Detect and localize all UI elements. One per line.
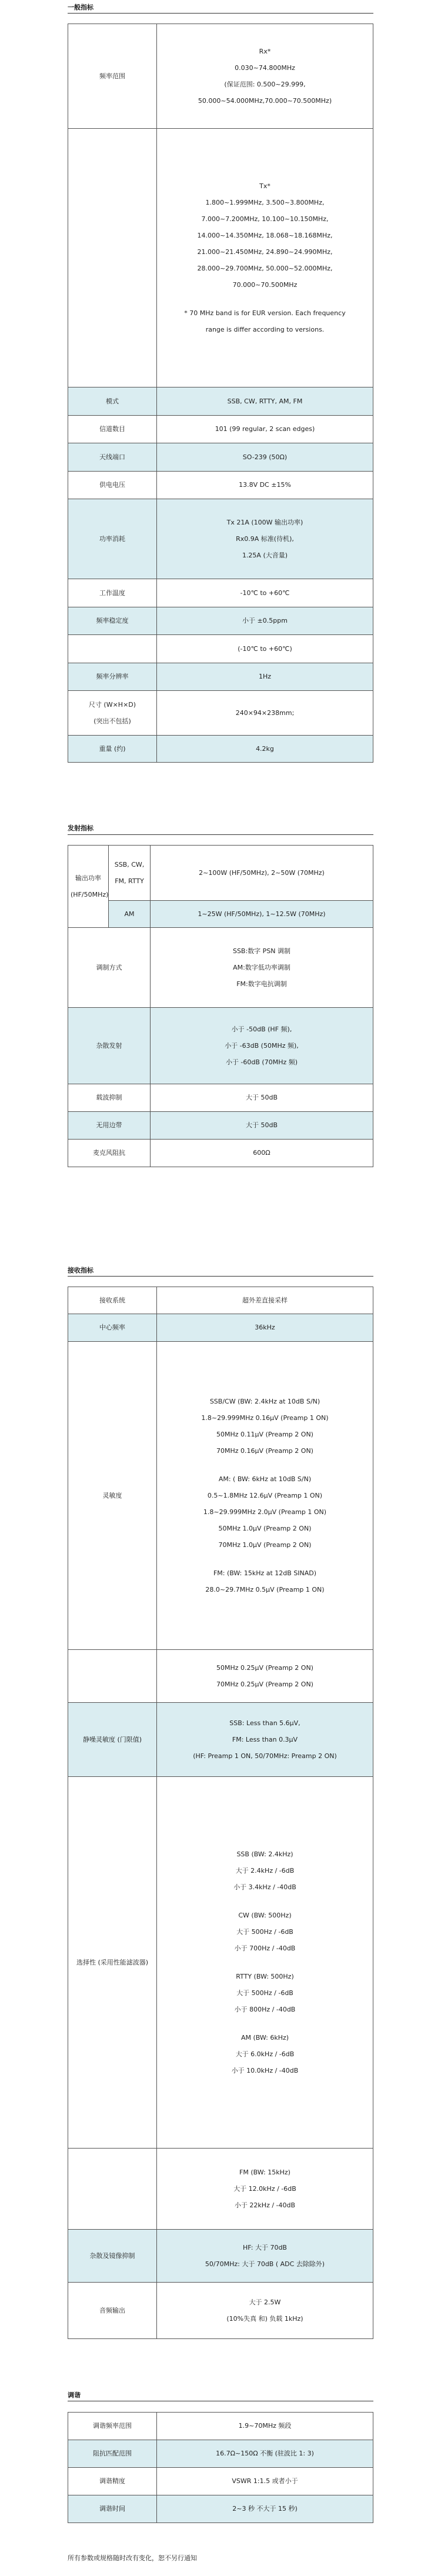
value-line: 小于 700Hz / -40dB [234,1944,296,1952]
value-line: SSB: Less than 5.6μV, [229,1719,300,1727]
value-line: 1.8~29.999MHz 2.0μV (Preamp 1 ON) [203,1508,327,1516]
transmit-spec-table [68,845,373,1167]
row-label [68,635,157,663]
value-line: CW (BW: 500Hz) [238,1911,292,1919]
row-label: 灵敏度 [68,1342,157,1650]
row-value: 大于 50dB [151,1084,373,1112]
row-label: 阻抗匹配范围 [68,2440,157,2468]
label-line: 输出功率 [75,874,101,882]
row-label: 选择性 (采用性能滤波器) [68,1777,157,2149]
row-value [157,1703,373,1777]
value-line: 70.000~70.500MHz [232,280,298,289]
value-line: SSB:数字 PSN 调制 [232,947,291,955]
value-line: 21.000~21.450MHz, 24.890~24.990MHz, [197,248,333,256]
row-value [157,129,373,387]
section-title-tuner: 调谐 [68,2391,81,2399]
value-line: SSB (BW: 2.4kHz) [236,1850,293,1858]
row-label: 调制方式 [68,928,151,1008]
value-line: 小于 -50dB (HF 频), [231,1025,292,1033]
row-label: 麦克风阻抗 [68,1140,151,1167]
value-line: 28.0~29.7MHz 0.5μV (Preamp 1 ON) [205,1585,325,1593]
row-value: 240×94×238mm; [157,691,373,736]
value-line: 小于 10.0kHz / -40dB [231,2066,299,2074]
row-label: 调谐时间 [68,2495,157,2523]
value-line: Tx 21A (100W 输出功率) [226,518,303,526]
row-value: 36kHz [157,1314,373,1342]
value-line: AM:数字低功率调制 [233,963,290,971]
section-title-receive: 接收指标 [68,1267,93,1274]
value-line: 小于 22kHz / -40dB [234,2201,296,2209]
row-value [157,1777,373,2149]
value-line: AM (BW: 6kHz) [240,2033,289,2042]
row-value [157,2149,373,2230]
value-line: 小于 3.4kHz / -40dB [233,1883,296,1891]
value-line: 大于 12.0kHz / -6dB [233,2184,296,2193]
label-line: SSB, CW, [114,860,145,868]
value-line: 小于 -60dB (70MHz 频) [225,1058,298,1066]
value-line: 1.800~1.999MHz, 3.500~3.800MHz, [205,198,325,206]
value-line: * 70 MHz band is for EUR version. Each frequency [184,309,346,317]
value-line: (保证范围: 0.500~29.999, [224,80,306,88]
label-line: 尺寸 (W×H×D) [88,700,136,709]
value-line: FM (BW: 15kHz) [239,2168,290,2176]
row-label: 工作温度 [68,579,157,607]
row-label: 杂散及镜像抑制 [68,2230,157,2283]
section-divider [68,834,373,835]
value-line: RTTY (BW: 500Hz) [236,1972,294,1980]
row-label: 供电电压 [68,472,157,499]
value-line: 50MHz 1.0μV (Preamp 2 ON) [218,1524,312,1532]
tuner-spec-table [68,2412,373,2523]
row-value [157,499,373,579]
value-line: 0.5~1.8MHz 12.6μV (Preamp 1 ON) [207,1491,323,1499]
row-value: 1.9~70MHz 频段 [157,2413,373,2440]
row-label: 无用边带 [68,1112,151,1140]
row-label: 频率范围 [68,24,157,129]
value-line: 50MHz 0.11μV (Preamp 2 ON) [216,1430,313,1438]
row-label: 重量 (约) [68,736,157,763]
row-label: 杂散发射 [68,1008,151,1084]
row-label: 信道数目 [68,416,157,443]
row-value: 600Ω [151,1140,373,1167]
row-value: VSWR 1:1.5 或者小于 [157,2468,373,2495]
row-value: 超外差直接采样 [157,1287,373,1314]
row-value: (-10℃ to +60℃) [157,635,373,663]
row-value: 1~25W (HF/50MHz), 1~12.5W (70MHz) [151,901,373,928]
row-label: 音频输出 [68,2283,157,2339]
mode-cell [109,846,151,901]
value-line: SSB/CW (BW: 2.4kHz at 10dB S/N) [209,1397,320,1405]
row-value: SO-239 (50Ω) [157,443,373,472]
value-line: 70MHz 0.16μV (Preamp 2 ON) [216,1446,313,1455]
section-divider [68,1276,373,1277]
row-value: SSB, CW, RTTY, AM, FM [157,387,373,416]
row-value [157,2283,373,2339]
value-line: (10%失真 和) 负载 1kHz) [226,2314,303,2323]
value-line: 28.000~29.700MHz, 50.000~52.000MHz, [197,264,333,272]
receive-spec-table [68,1287,373,2339]
value-line: 50/70MHz: 大于 70dB ( ADC 去除除外) [205,2260,325,2268]
row-value [157,1650,373,1703]
row-label: 调谐频率范围 [68,2413,157,2440]
label-line: (HF/50MHz) [71,890,109,898]
value-line: Rx0.9A 标准(待机), [236,534,294,543]
label-line: (突出不包括) [93,717,131,725]
row-label: 中心频率 [68,1314,157,1342]
value-line: AM: ( BW: 6kHz at 10dB S/N) [218,1475,312,1483]
row-value [151,1008,373,1084]
row-label: 天线端口 [68,443,157,472]
row-value: 大于 50dB [151,1112,373,1140]
row-value: 101 (99 regular, 2 scan edges) [157,416,373,443]
section-title-transmit: 发射指标 [68,824,93,832]
value-line: FM: (BW: 15kHz at 12dB SINAD) [213,1569,317,1577]
value-line: 70MHz 0.25μV (Preamp 2 ON) [216,1680,313,1688]
value-line: (HF: Preamp 1 ON, 50/70MHz: Preamp 2 ON) [193,1752,337,1760]
row-label: 频率分辨率 [68,663,157,691]
row-label [68,2149,157,2230]
row-value: 1Hz [157,663,373,691]
value-line: 50MHz 0.25μV (Preamp 2 ON) [216,1663,313,1672]
output-power-label [68,846,109,928]
value-line: 0.030~74.800MHz [235,64,295,72]
value-line: range is differ according to versions. [205,325,325,333]
row-value [157,2230,373,2283]
row-label: 接收系统 [68,1287,157,1314]
value-line: 大于 2.4kHz / -6dB [235,1866,295,1875]
value-line: 小于 -63dB (50MHz 频), [225,1041,299,1050]
value-line: 小于 800Hz / -40dB [234,2005,296,2013]
row-label: 载波抑制 [68,1084,151,1112]
general-spec-table [68,24,373,763]
row-label: 静噪灵敏度 (门限值) [68,1703,157,1777]
row-value: 小于 ±0.5ppm [157,607,373,635]
value-line: 大于 500Hz / -6dB [236,1989,293,1997]
row-value: 2~100W (HF/50MHz), 2~50W (70MHz) [151,846,373,901]
value-line: 大于 2.5W [249,2298,281,2306]
row-value: -10℃ to +60℃ [157,579,373,607]
mode-cell: AM [109,901,151,928]
row-value [157,1342,373,1650]
value-line: 大于 6.0kHz / -6dB [235,2050,295,2058]
row-value [157,24,373,129]
row-label [68,129,157,387]
row-label: 功率消耗 [68,499,157,579]
row-label [68,691,157,736]
section-divider [68,13,373,14]
section-title-general: 一般指标 [68,4,93,11]
value-line: Tx* [259,182,270,190]
value-line: 1.8~29.999MHz 0.16μV (Preamp 1 ON) [201,1414,329,1422]
label-line: FM, RTTY [115,877,144,885]
value-line: 50.000~54.000MHz,70.000~70.500MHz) [198,96,332,105]
value-line: 70MHz 1.0μV (Preamp 2 ON) [218,1541,312,1549]
row-value: 16.7Ω~150Ω 不衡 (驻波比 1: 3) [157,2440,373,2468]
value-line: 大于 500Hz / -6dB [236,1927,293,1936]
value-line: Rx* [259,47,271,55]
row-value: 2~3 秒 不大于 15 秒) [157,2495,373,2523]
value-line: 1.25A (大音量) [242,551,288,559]
value-line: FM:数字电抗调制 [236,980,287,988]
value-line: 14.000~14.350MHz, 18.068~18.168MHz, [197,231,333,239]
value-line: FM: Less than 0.3μV [232,1735,298,1743]
row-value: 13.8V DC ±15% [157,472,373,499]
row-value [151,928,373,1008]
row-label: 模式 [68,387,157,416]
row-value: 4.2kg [157,736,373,763]
value-line: HF: 大于 70dB [243,2243,287,2251]
value-line: 7.000~7.200MHz, 10.100~10.150MHz, [201,215,329,223]
row-label: 调谐精度 [68,2468,157,2495]
footnote: 所有参数或规格随时改有变化，恕不另行通知 [68,2554,197,2562]
row-label [68,1650,157,1703]
row-label: 频率稳定度 [68,607,157,635]
